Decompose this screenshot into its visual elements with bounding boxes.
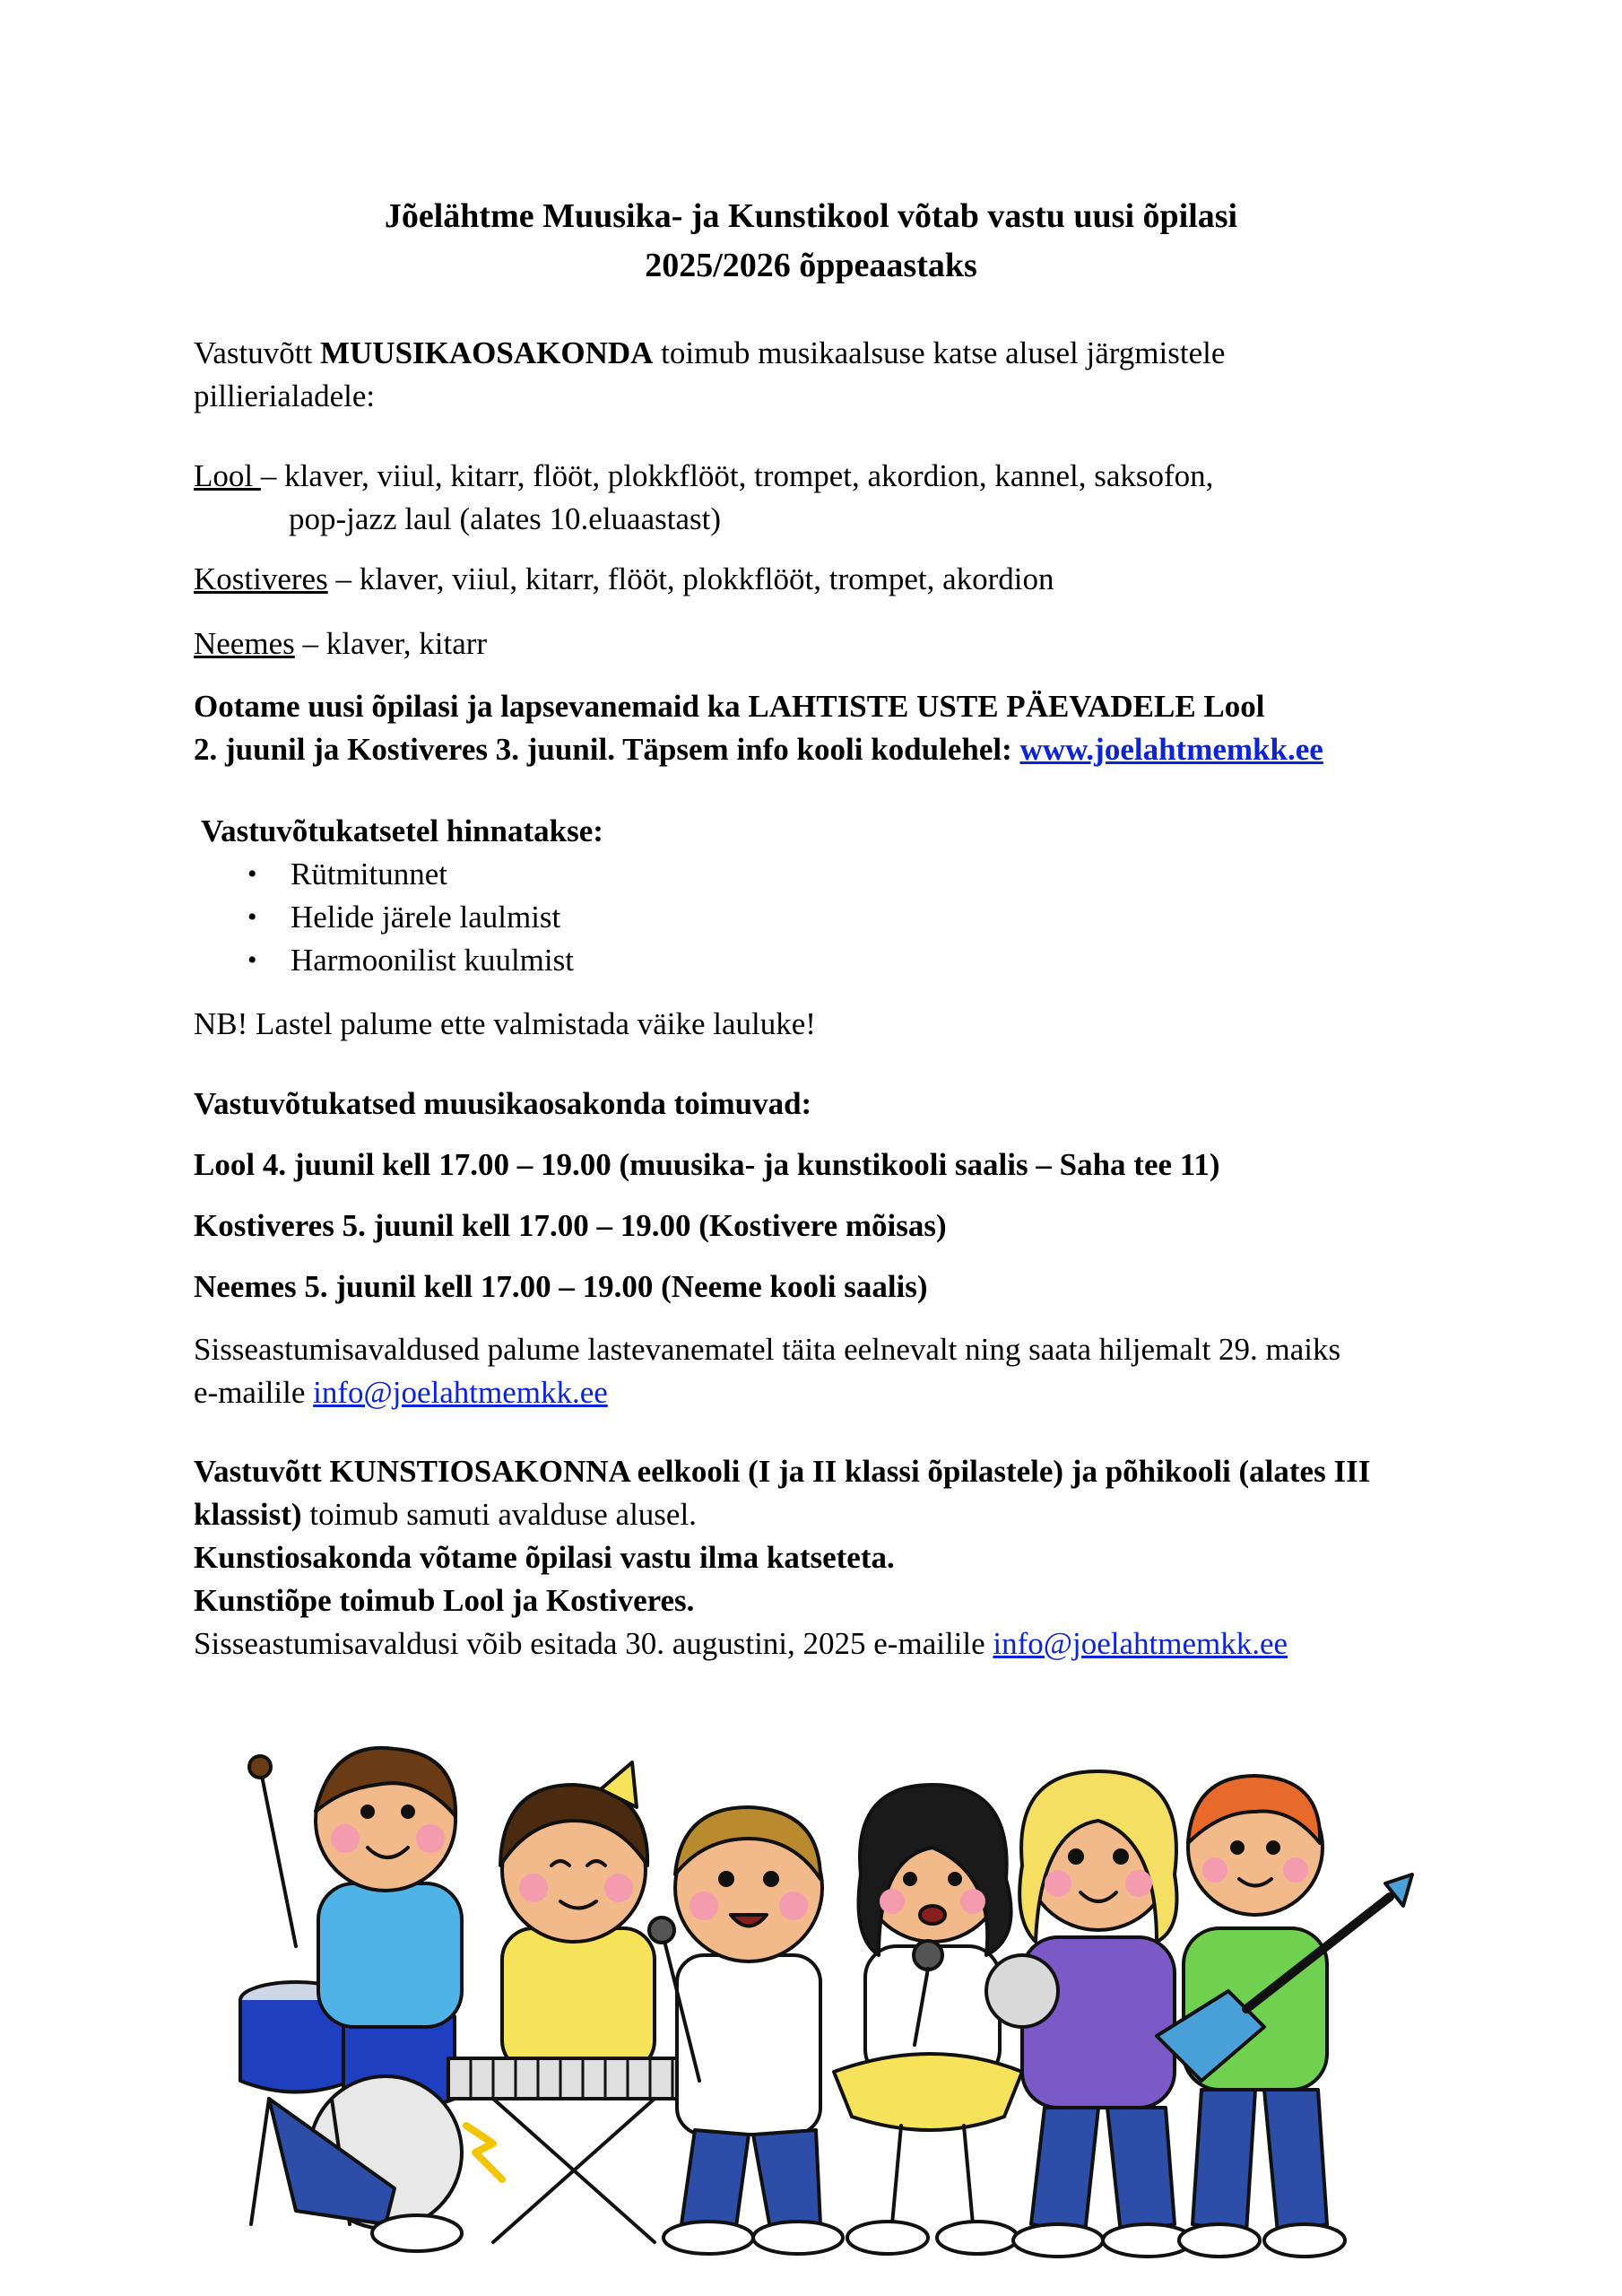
email-link[interactable]: info@joelahtmemkk.ee: [993, 1626, 1288, 1661]
location-name: Neemes: [194, 626, 295, 661]
list-item: • Helide järele laulmist: [194, 896, 1449, 939]
test-item: Kostiveres 5. juunil kell 17.00 – 19.00 (Kostivere mõisas): [194, 1208, 947, 1243]
location-instruments-cont: pop-jazz laul (alates 10.eluaastast): [289, 501, 722, 536]
location-name: Lool: [194, 458, 261, 493]
guitar-boy: [1157, 1776, 1412, 2233]
location-instruments: klaver, viiul, kitarr, flööt, plokkflööt, trompet, akordion, kannel, saksofon,: [284, 458, 1214, 493]
applications-line2: e-mailile: [194, 1375, 314, 1410]
open-days: [194, 685, 1449, 771]
tambourine-girl: [986, 1771, 1177, 2233]
art-line2-bold: klassist): [194, 1497, 302, 1532]
location-lool: [194, 455, 1449, 541]
location-name: Kostiveres: [194, 561, 328, 596]
art-department: [194, 1450, 1449, 1665]
art-line3: Kunstiosakonda võtame õpilasi vastu ilma katseteta.: [194, 1540, 895, 1575]
list-item: • Harmoonilist kuulmist: [194, 939, 1449, 982]
location-sep: –: [294, 626, 326, 661]
music-intro: [194, 332, 1449, 418]
test-item: Neemes 5. juunil kell 17.00 – 19.00 (Neeme kooli saalis): [194, 1269, 928, 1304]
location-sep: –: [260, 458, 285, 493]
website-link[interactable]: www.joelahtmemkk.ee: [1019, 732, 1323, 767]
applications-line1: Sisseastumisavaldused palume lastevanematel täita eelnevalt ning saata hiljemalt 29. maiks: [194, 1332, 1341, 1367]
location-kostivere: [194, 558, 1449, 601]
location-instruments: klaver, kitarr: [325, 626, 488, 661]
art-line4: Kunstiõpe toimub Lool ja Kostiveres.: [194, 1583, 695, 1618]
page-title: Jõelähtme Muusika- ja Kunstikool võtab vastu uusi õpilasi: [384, 197, 1238, 235]
location-neeme: [194, 622, 1449, 665]
location-instruments: klaver, viiul, kitarr, flööt, plokkflööt, trompet, akordion: [359, 561, 1054, 596]
art-line5: Sisseastumisavaldusi võib esitada 30. augustini, 2025 e-mailile: [194, 1626, 993, 1661]
location-sep: –: [327, 561, 360, 596]
applications: [194, 1328, 1449, 1414]
intro-text: Vastuvõtt: [194, 335, 320, 370]
email-link[interactable]: info@joelahtmemkk.ee: [313, 1375, 608, 1410]
note: NB! Lastel palume ette valmistada väike lauluke!: [194, 1006, 816, 1041]
intro-bold: MUUSIKAOSAKONDA: [319, 335, 654, 370]
criteria-list: [194, 853, 1449, 982]
singer-boy: [649, 1807, 822, 2233]
criteria-section: [194, 810, 1449, 982]
art-line1: Vastuvõtt KUNSTIOSAKONNA eelkooli (I ja II klassi õpilastele) ja põhikooli (alates III: [194, 1454, 1371, 1489]
tests-heading: Vastuvõtukatsed muusikaosakonda toimuvad:: [194, 1086, 812, 1121]
intro-line2: pillierialadele:: [194, 378, 376, 413]
criteria-heading: Vastuvõtukatsetel hinnatakse:: [201, 813, 603, 848]
children-band-illustration: [233, 1722, 1417, 2260]
open-days-line1: Ootame uusi õpilasi ja lapsevanemaid ka LAHTISTE USTE PÄEVADELE Lool: [194, 689, 1265, 724]
open-days-line2: 2. juunil ja Kostiveres 3. juunil. Täpsem info kooli kodulehel:: [194, 732, 1020, 767]
intro-text-rest: toimub musikaalsuse katse alusel järgmistele: [653, 335, 1226, 370]
list-item: • Rütmitunnet: [194, 853, 1449, 896]
art-line2-rest: toimub samuti avalduse alusel.: [301, 1497, 697, 1532]
test-item: Lool 4. juunil kell 17.00 – 19.00 (muusika- ja kunstikooli saalis – Saha tee 11): [194, 1147, 1220, 1182]
page-subtitle: 2025/2026 õppeaastaks: [645, 247, 977, 284]
